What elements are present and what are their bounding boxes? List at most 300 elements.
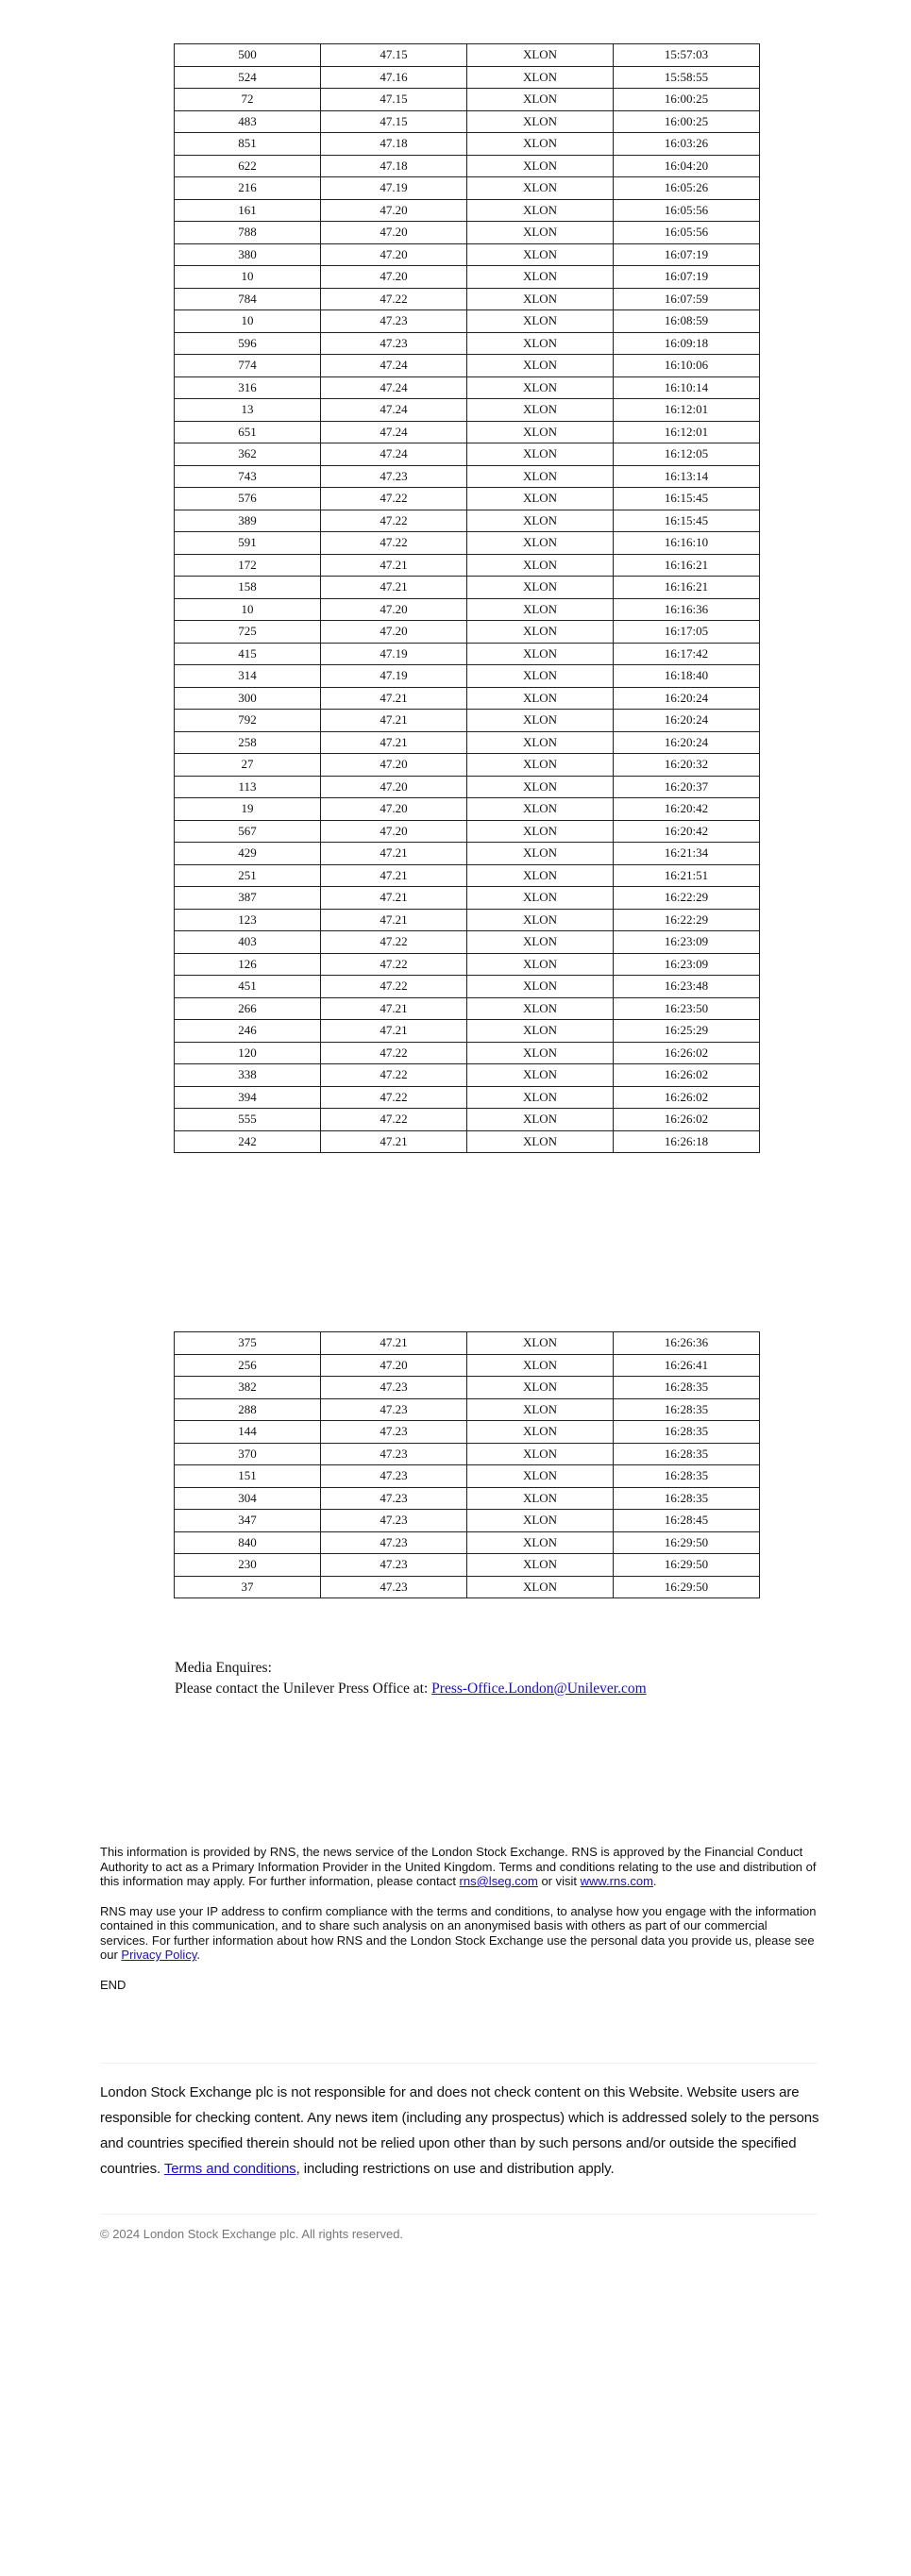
table-row (175, 798, 760, 821)
table-row (175, 44, 760, 67)
cell-venue: XLON (467, 997, 614, 1020)
divider (100, 2063, 818, 2064)
cell-time: 16:15:45 (614, 488, 760, 510)
cell-venue: XLON (467, 1398, 614, 1421)
cell-price: 47.22 (321, 510, 467, 532)
cell-venue: XLON (467, 887, 614, 910)
cell-price: 47.24 (321, 355, 467, 377)
cell-time: 16:28:35 (614, 1465, 760, 1488)
cell-time: 16:23:09 (614, 931, 760, 954)
cell-volume: 314 (175, 665, 321, 688)
rns-paragraph-2 (100, 1904, 818, 1963)
table-row (175, 687, 760, 710)
cell-volume: 792 (175, 710, 321, 732)
table-row (175, 288, 760, 310)
disclaimer-text: , including restrictions on use and distribution apply. (295, 2161, 615, 2177)
cell-price: 47.23 (321, 1510, 467, 1532)
cell-time: 16:20:37 (614, 776, 760, 798)
cell-time: 16:28:35 (614, 1487, 760, 1510)
cell-price: 47.21 (321, 1020, 467, 1043)
table-row (175, 532, 760, 555)
cell-time: 16:04:20 (614, 155, 760, 177)
transactions-table-1 (174, 43, 760, 1153)
table-row (175, 488, 760, 510)
cell-venue: XLON (467, 621, 614, 644)
cell-time: 16:05:26 (614, 177, 760, 200)
cell-venue: XLON (467, 332, 614, 355)
table-row (175, 1020, 760, 1043)
cell-time: 16:05:56 (614, 199, 760, 222)
cell-price: 47.20 (321, 598, 467, 621)
cell-volume: 451 (175, 976, 321, 998)
cell-time: 16:17:42 (614, 643, 760, 665)
cell-price: 47.18 (321, 155, 467, 177)
cell-price: 47.20 (321, 1354, 467, 1377)
cell-venue: XLON (467, 488, 614, 510)
table-row (175, 887, 760, 910)
cell-volume: 338 (175, 1064, 321, 1087)
cell-volume: 316 (175, 376, 321, 399)
copyright: © 2024 London Stock Exchange plc. All rights reserved. (100, 2227, 404, 2241)
cell-price: 47.20 (321, 266, 467, 289)
cell-volume: 151 (175, 1465, 321, 1488)
cell-venue: XLON (467, 1354, 614, 1377)
table-row (175, 266, 760, 289)
table-row (175, 931, 760, 954)
cell-price: 47.21 (321, 731, 467, 754)
cell-volume: 161 (175, 199, 321, 222)
cell-venue: XLON (467, 1443, 614, 1465)
cell-volume: 500 (175, 44, 321, 67)
table-row (175, 1487, 760, 1510)
table-row (175, 621, 760, 644)
cell-venue: XLON (467, 89, 614, 111)
table-row (175, 133, 760, 156)
table-row (175, 1109, 760, 1131)
cell-venue: XLON (467, 554, 614, 577)
cell-price: 47.22 (321, 1064, 467, 1087)
table-row (175, 399, 760, 422)
cell-venue: XLON (467, 288, 614, 310)
table-row (175, 355, 760, 377)
cell-time: 16:25:29 (614, 1020, 760, 1043)
table-row (175, 1554, 760, 1577)
cell-time: 16:16:21 (614, 577, 760, 599)
cell-price: 47.22 (321, 931, 467, 954)
cell-price: 47.20 (321, 776, 467, 798)
cell-time: 16:00:25 (614, 89, 760, 111)
cell-venue: XLON (467, 1086, 614, 1109)
cell-time: 16:12:05 (614, 443, 760, 466)
cell-price: 47.20 (321, 621, 467, 644)
cell-time: 16:10:06 (614, 355, 760, 377)
cell-venue: XLON (467, 443, 614, 466)
press-office-email-link[interactable]: Press-Office.London@Unilever.com (431, 1681, 647, 1697)
cell-venue: XLON (467, 399, 614, 422)
cell-price: 47.22 (321, 1042, 467, 1064)
cell-time: 16:07:19 (614, 243, 760, 266)
terms-and-conditions-link[interactable]: Terms and conditions (163, 2161, 296, 2177)
cell-price: 47.23 (321, 1554, 467, 1577)
table-row (175, 598, 760, 621)
cell-price: 47.21 (321, 909, 467, 931)
cell-price: 47.21 (321, 554, 467, 577)
cell-time: 16:18:40 (614, 665, 760, 688)
table-row (175, 776, 760, 798)
cell-volume: 300 (175, 687, 321, 710)
table-row (175, 1443, 760, 1465)
cell-volume: 774 (175, 355, 321, 377)
cell-venue: XLON (467, 510, 614, 532)
cell-price: 47.21 (321, 887, 467, 910)
table-row (175, 110, 760, 133)
cell-time: 16:26:02 (614, 1042, 760, 1064)
cell-venue: XLON (467, 864, 614, 887)
table-row (175, 731, 760, 754)
cell-volume: 403 (175, 931, 321, 954)
cell-time: 16:05:56 (614, 222, 760, 244)
cell-volume: 743 (175, 465, 321, 488)
table-row (175, 577, 760, 599)
cell-time: 16:20:42 (614, 798, 760, 821)
cell-venue: XLON (467, 133, 614, 156)
cell-volume: 158 (175, 577, 321, 599)
cell-time: 16:28:35 (614, 1443, 760, 1465)
cell-price: 47.21 (321, 710, 467, 732)
cell-venue: XLON (467, 909, 614, 931)
cell-venue: XLON (467, 532, 614, 555)
cell-volume: 10 (175, 266, 321, 289)
transactions-table-2 (174, 1331, 760, 1598)
cell-venue: XLON (467, 1487, 614, 1510)
cell-price: 47.23 (321, 1398, 467, 1421)
cell-price: 47.21 (321, 577, 467, 599)
cell-volume: 258 (175, 731, 321, 754)
rns-text: This information is provided by RNS, the news service of the London Stock Exchange. RNS is approved by the Financial Conduct Authority to act as a Primary Information Provider in the United Kingdom. Terms and conditions relating to the use and distribution of this information may apply. For further information, please contact (100, 1845, 817, 1888)
cell-volume: 10 (175, 598, 321, 621)
cell-price: 47.22 (321, 1086, 467, 1109)
cell-time: 16:23:09 (614, 953, 760, 976)
cell-price: 47.20 (321, 820, 467, 843)
cell-price: 47.21 (321, 864, 467, 887)
cell-volume: 524 (175, 66, 321, 89)
cell-venue: XLON (467, 1020, 614, 1043)
cell-volume: 555 (175, 1109, 321, 1131)
rns-paragraph-1 (100, 1845, 818, 1889)
cell-venue: XLON (467, 710, 614, 732)
table-row (175, 1332, 760, 1355)
table-row (175, 976, 760, 998)
cell-price: 47.20 (321, 243, 467, 266)
cell-venue: XLON (467, 1465, 614, 1488)
table-row (175, 1130, 760, 1153)
cell-venue: XLON (467, 465, 614, 488)
table-row (175, 421, 760, 443)
cell-volume: 120 (175, 1042, 321, 1064)
table-row (175, 997, 760, 1020)
cell-time: 16:15:45 (614, 510, 760, 532)
cell-volume: 429 (175, 843, 321, 865)
cell-price: 47.19 (321, 665, 467, 688)
cell-price: 47.23 (321, 1465, 467, 1488)
cell-price: 47.20 (321, 754, 467, 777)
cell-time: 16:12:01 (614, 399, 760, 422)
cell-price: 47.21 (321, 1130, 467, 1153)
cell-venue: XLON (467, 66, 614, 89)
table-row (175, 310, 760, 333)
cell-time: 16:07:59 (614, 288, 760, 310)
cell-price: 47.23 (321, 1377, 467, 1399)
cell-time: 16:26:41 (614, 1354, 760, 1377)
table-row (175, 843, 760, 865)
cell-venue: XLON (467, 44, 614, 67)
cell-time: 16:17:05 (614, 621, 760, 644)
cell-volume: 10 (175, 310, 321, 333)
cell-price: 47.22 (321, 976, 467, 998)
cell-price: 47.21 (321, 843, 467, 865)
cell-volume: 389 (175, 510, 321, 532)
cell-venue: XLON (467, 1042, 614, 1064)
cell-price: 47.22 (321, 488, 467, 510)
cell-price: 47.21 (321, 997, 467, 1020)
cell-price: 47.15 (321, 89, 467, 111)
rns-notice (100, 1845, 818, 2007)
cell-venue: XLON (467, 976, 614, 998)
cell-time: 16:26:02 (614, 1109, 760, 1131)
cell-volume: 622 (175, 155, 321, 177)
cell-time: 16:26:02 (614, 1064, 760, 1087)
media-enquiries (175, 1658, 647, 1699)
table-row (175, 1576, 760, 1598)
cell-time: 16:23:48 (614, 976, 760, 998)
cell-time: 16:29:50 (614, 1576, 760, 1598)
cell-time: 16:28:35 (614, 1398, 760, 1421)
table-row (175, 376, 760, 399)
cell-price: 47.23 (321, 332, 467, 355)
cell-price: 47.20 (321, 222, 467, 244)
cell-price: 47.24 (321, 443, 467, 466)
cell-volume: 27 (175, 754, 321, 777)
table-row (175, 510, 760, 532)
cell-time: 16:00:25 (614, 110, 760, 133)
cell-venue: XLON (467, 1377, 614, 1399)
table-row (175, 953, 760, 976)
cell-price: 47.24 (321, 421, 467, 443)
lse-disclaimer (100, 2080, 827, 2182)
cell-time: 16:03:26 (614, 133, 760, 156)
cell-venue: XLON (467, 243, 614, 266)
cell-venue: XLON (467, 421, 614, 443)
disclaimer-text: London Stock Exchange plc is not responsible for and does not check content on this Website. Website users are responsible for checking content. Any news item (including any prospectus) which is addressed solely to the persons and countries specified therein should not be relied upon other than by such persons and/or outside the specified countries. (100, 2084, 819, 2177)
cell-time: 16:26:36 (614, 1332, 760, 1355)
rns-text: or visit (537, 1874, 581, 1888)
cell-price: 47.22 (321, 288, 467, 310)
table-row (175, 864, 760, 887)
cell-time: 16:08:59 (614, 310, 760, 333)
cell-time: 16:07:19 (614, 266, 760, 289)
cell-price: 47.20 (321, 798, 467, 821)
cell-venue: XLON (467, 598, 614, 621)
table-row (175, 199, 760, 222)
cell-volume: 19 (175, 798, 321, 821)
cell-volume: 591 (175, 532, 321, 555)
cell-volume: 251 (175, 864, 321, 887)
table-row (175, 1531, 760, 1554)
cell-time: 16:09:18 (614, 332, 760, 355)
cell-time: 16:20:32 (614, 754, 760, 777)
cell-time: 16:22:29 (614, 887, 760, 910)
table-row (175, 909, 760, 931)
cell-price: 47.16 (321, 66, 467, 89)
cell-time: 16:28:35 (614, 1377, 760, 1399)
table-row (175, 1421, 760, 1444)
cell-price: 47.23 (321, 465, 467, 488)
cell-price: 47.24 (321, 376, 467, 399)
cell-price: 47.19 (321, 177, 467, 200)
cell-time: 15:57:03 (614, 44, 760, 67)
cell-time: 16:29:50 (614, 1554, 760, 1577)
table-row (175, 1064, 760, 1087)
cell-venue: XLON (467, 310, 614, 333)
cell-volume: 123 (175, 909, 321, 931)
cell-venue: XLON (467, 643, 614, 665)
cell-price: 47.24 (321, 399, 467, 422)
table-row (175, 1377, 760, 1399)
cell-price: 47.21 (321, 687, 467, 710)
cell-venue: XLON (467, 222, 614, 244)
cell-volume: 387 (175, 887, 321, 910)
cell-venue: XLON (467, 199, 614, 222)
cell-volume: 246 (175, 1020, 321, 1043)
cell-time: 16:16:21 (614, 554, 760, 577)
table-row (175, 1398, 760, 1421)
privacy-policy-link[interactable]: Privacy Policy (121, 1948, 197, 1962)
cell-volume: 242 (175, 1130, 321, 1153)
table-row (175, 89, 760, 111)
cell-venue: XLON (467, 1531, 614, 1554)
cell-venue: XLON (467, 798, 614, 821)
cell-venue: XLON (467, 110, 614, 133)
table-row (175, 177, 760, 200)
cell-volume: 483 (175, 110, 321, 133)
media-contact (175, 1679, 647, 1699)
cell-price: 47.18 (321, 133, 467, 156)
cell-time: 16:21:51 (614, 864, 760, 887)
cell-volume: 567 (175, 820, 321, 843)
cell-price: 47.23 (321, 1531, 467, 1554)
table-row (175, 1086, 760, 1109)
cell-volume: 651 (175, 421, 321, 443)
cell-volume: 113 (175, 776, 321, 798)
cell-volume: 362 (175, 443, 321, 466)
cell-volume: 172 (175, 554, 321, 577)
rns-email-link[interactable]: rns@lseg.com (459, 1874, 538, 1888)
cell-price: 47.23 (321, 1443, 467, 1465)
cell-venue: XLON (467, 1510, 614, 1532)
table-row (175, 665, 760, 688)
cell-time: 16:28:45 (614, 1510, 760, 1532)
cell-venue: XLON (467, 1421, 614, 1444)
cell-price: 47.23 (321, 310, 467, 333)
cell-price: 47.22 (321, 1109, 467, 1131)
cell-venue: XLON (467, 376, 614, 399)
cell-volume: 256 (175, 1354, 321, 1377)
cell-volume: 13 (175, 399, 321, 422)
table-row (175, 1354, 760, 1377)
cell-venue: XLON (467, 1064, 614, 1087)
rns-website-link[interactable]: www.rns.com (580, 1874, 653, 1888)
table-row (175, 332, 760, 355)
cell-price: 47.22 (321, 953, 467, 976)
cell-time: 16:12:01 (614, 421, 760, 443)
cell-price: 47.15 (321, 110, 467, 133)
cell-time: 16:29:50 (614, 1531, 760, 1554)
cell-venue: XLON (467, 1109, 614, 1131)
cell-volume: 840 (175, 1531, 321, 1554)
cell-venue: XLON (467, 820, 614, 843)
cell-volume: 851 (175, 133, 321, 156)
table-row (175, 243, 760, 266)
cell-time: 16:16:10 (614, 532, 760, 555)
table-row (175, 1510, 760, 1532)
table-row (175, 1042, 760, 1064)
table-row (175, 155, 760, 177)
cell-venue: XLON (467, 843, 614, 865)
cell-venue: XLON (467, 776, 614, 798)
cell-price: 47.21 (321, 1332, 467, 1355)
cell-volume: 230 (175, 1554, 321, 1577)
cell-volume: 288 (175, 1398, 321, 1421)
cell-volume: 382 (175, 1377, 321, 1399)
cell-venue: XLON (467, 931, 614, 954)
cell-venue: XLON (467, 754, 614, 777)
cell-volume: 394 (175, 1086, 321, 1109)
cell-volume: 126 (175, 953, 321, 976)
rns-text: . (196, 1948, 200, 1962)
table-row (175, 465, 760, 488)
cell-venue: XLON (467, 177, 614, 200)
cell-volume: 596 (175, 332, 321, 355)
cell-time: 16:16:36 (614, 598, 760, 621)
cell-volume: 216 (175, 177, 321, 200)
table-row (175, 443, 760, 466)
cell-time: 15:58:55 (614, 66, 760, 89)
table-row (175, 710, 760, 732)
table-row (175, 222, 760, 244)
cell-time: 16:26:18 (614, 1130, 760, 1153)
cell-time: 16:10:14 (614, 376, 760, 399)
cell-time: 16:20:24 (614, 710, 760, 732)
cell-price: 47.15 (321, 44, 467, 67)
media-contact-text: Please contact the Unilever Press Office at: (175, 1681, 432, 1697)
cell-volume: 375 (175, 1332, 321, 1355)
cell-venue: XLON (467, 731, 614, 754)
cell-time: 16:26:02 (614, 1086, 760, 1109)
cell-time: 16:21:34 (614, 843, 760, 865)
cell-price: 47.22 (321, 532, 467, 555)
cell-time: 16:20:24 (614, 731, 760, 754)
cell-venue: XLON (467, 665, 614, 688)
cell-volume: 304 (175, 1487, 321, 1510)
table-row (175, 66, 760, 89)
cell-volume: 380 (175, 243, 321, 266)
cell-time: 16:20:42 (614, 820, 760, 843)
cell-volume: 788 (175, 222, 321, 244)
cell-venue: XLON (467, 1576, 614, 1598)
cell-venue: XLON (467, 1130, 614, 1153)
cell-price: 47.19 (321, 643, 467, 665)
cell-venue: XLON (467, 1554, 614, 1577)
